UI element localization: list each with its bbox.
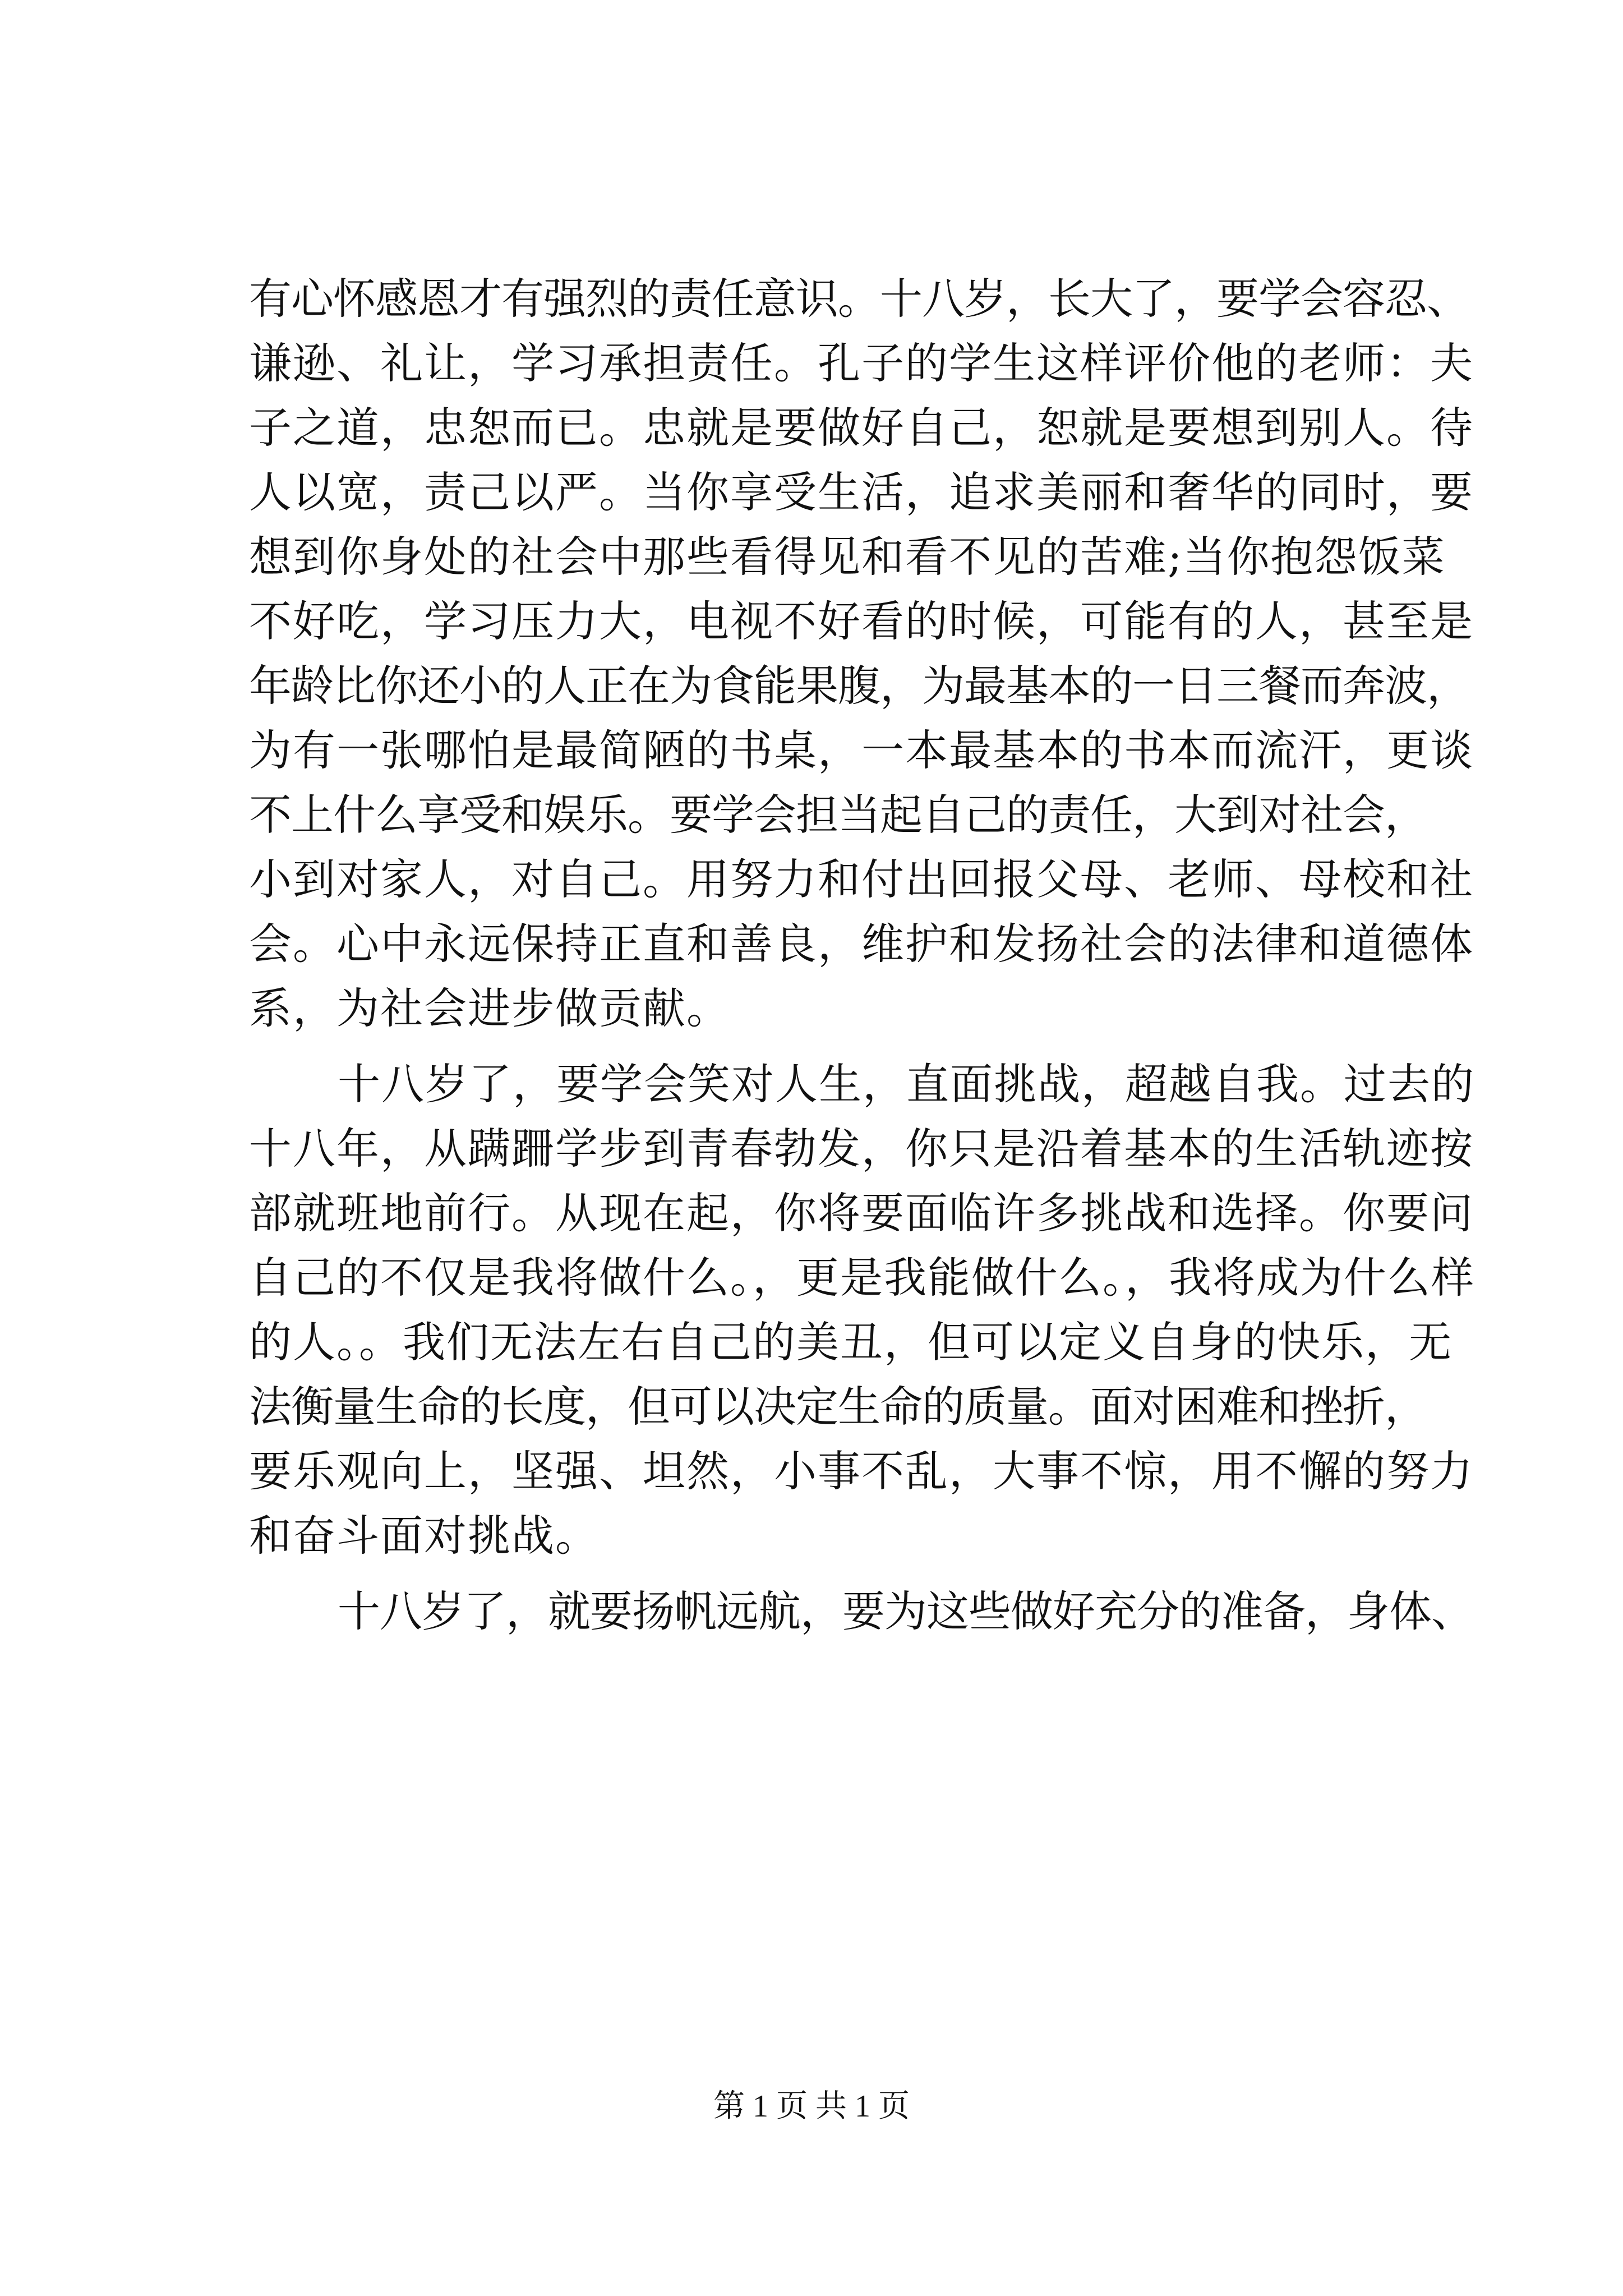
text-line: 法衡量生命的长度，但可以决定生命的质量。面对困难和挫折， — [249, 1382, 1427, 1432]
text-line: 会。心中永远保持正直和善良，维护和发扬社会的法律和道德体 — [249, 919, 1474, 969]
paragraph-first-line: 十八岁了，就要扬帆远航，要为这些做好充分的准备，身体、 — [338, 1586, 1473, 1636]
text-line: 有心怀感恩才有强烈的责任意识。十八岁，长大了，要学会容忍、 — [249, 274, 1469, 324]
text-line: 小到对家人，对自己。用努力和付出回报父母、老师、母校和社 — [249, 854, 1474, 904]
text-line: 子之道，忠恕而已。忠就是要做好自己，恕就是要想到别人。待 — [249, 403, 1474, 453]
page-number-footer: 第 1 页 共 1 页 — [713, 2089, 910, 2124]
text-line: 的人。。我们无法左右自己的美丑，但可以定义自身的快乐，无 — [249, 1317, 1453, 1367]
text-line: 要乐观向上，坚强、坦然，小事不乱，大事不惊，用不懈的努力 — [249, 1446, 1474, 1496]
body-text — [249, 266, 1475, 1644]
text-line: 和奋斗面对挑战。 — [249, 1511, 599, 1561]
text-line: 不好吃，学习压力大，电视不好看的时候，可能有的人，甚至是 — [249, 596, 1474, 646]
text-line: 谦逊、礼让，学习承担责任。孔子的学生这样评价他的老师：夫 — [249, 338, 1474, 388]
paragraph-first-line: 十八岁了，要学会笑对人生，直面挑战，超越自我。过去的 — [338, 1059, 1475, 1109]
text-line: 想到你身处的社会中那些看得见和看不见的苦难;当你抱怨饭菜 — [249, 532, 1446, 582]
text-line: 不上什么享受和娱乐。要学会担当起自己的责任，大到对社会， — [249, 790, 1427, 840]
text-line: 十八年，从蹒跚学步到青春勃发，你只是沿着基本的生活轨迹按 — [249, 1124, 1474, 1174]
text-line: 自己的不仅是我将做什么。，更是我能做什么。，我将成为什么样 — [249, 1253, 1475, 1303]
text-line: 年龄比你还小的人正在为食能果腹，为最基本的一日三餐而奔波， — [249, 661, 1469, 711]
text-line: 为有一张哪怕是最简陋的书桌，一本最基本的书本而流汗，更谈 — [249, 725, 1474, 775]
text-line: 部就班地前行。从现在起，你将要面临许多挑战和选择。你要问 — [249, 1188, 1474, 1238]
text-line: 人以宽，责己以严。当你享受生活，追求美丽和奢华的同时，要 — [249, 467, 1474, 517]
text-line: 系，为社会进步做贡献。 — [249, 983, 730, 1033]
